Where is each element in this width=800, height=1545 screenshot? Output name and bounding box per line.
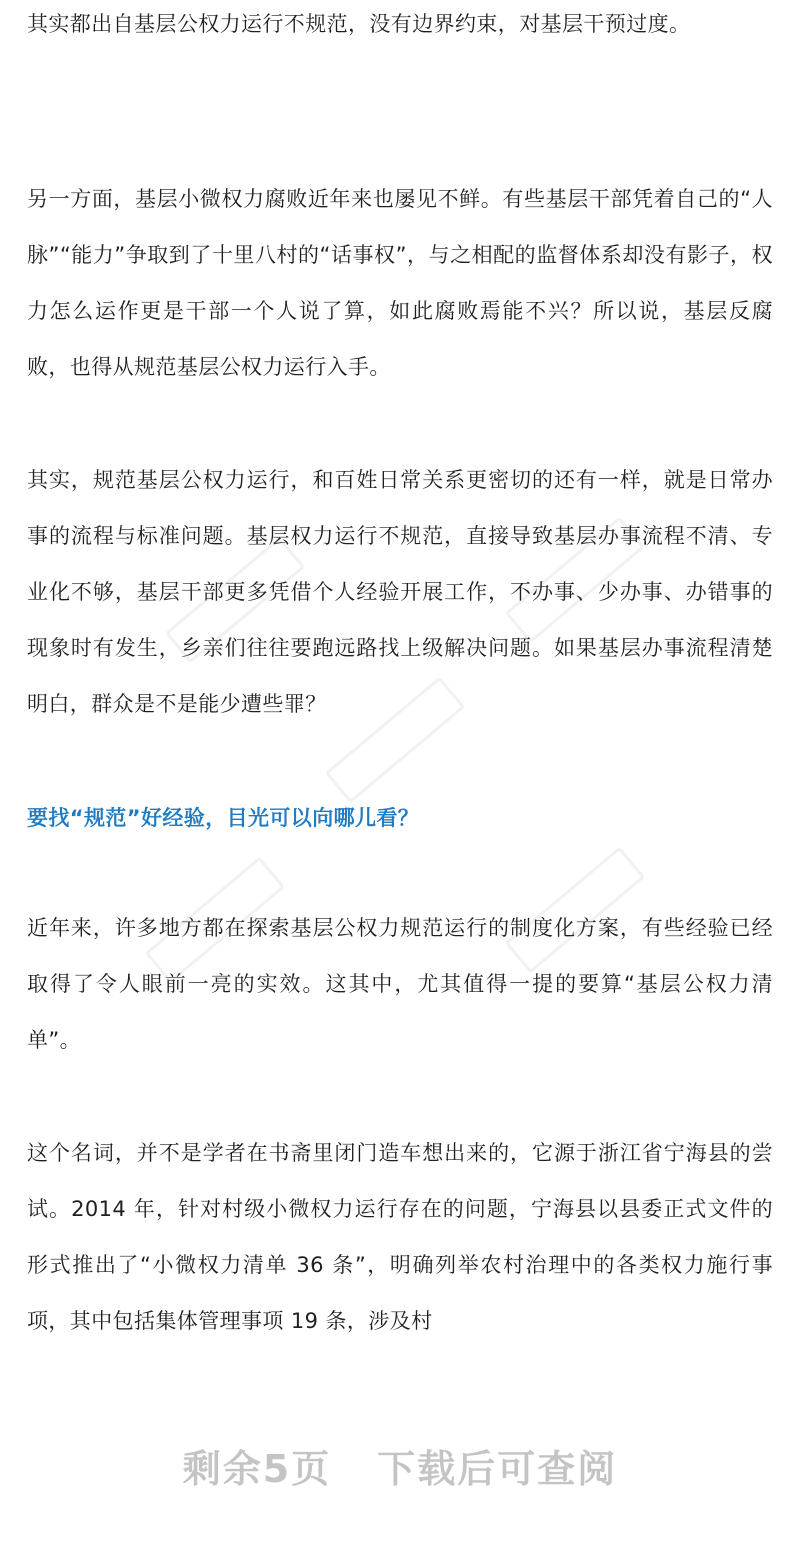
paragraph-5: 这个名词，并不是学者在书斋里闭门造车想出来的，它源于浙江省宁海县的尝试。2014 年，针对村级小微权力运行存在的问题，宁海县以县委正式文件的形式推出了“小微权力清单 36 条”，明确列举农村治理中的各类权力施行事项，其中包括集体管理事项 19 条，涉及村	[27, 1141, 773, 1333]
section-heading: 要找“规范”好经验，目光可以向哪儿看？	[27, 806, 420, 830]
paragraph-2: 另一方面，基层小微权力腐败近年来也屡见不鲜。有些基层干部凭着自己的“人脉”“能力”争取到了十里八村的“话事权”，与之相配的监督体系却没有影子，权力怎么运作更是干部一个人说了算，如此腐败焉能不兴？所以说，基层反腐败，也得从规范基层公权力运行入手。	[27, 187, 773, 379]
paragraph-3: 其实，规范基层公权力运行，和百姓日常关系更密切的还有一样，就是日常办事的流程与标准问题。基层权力运行不规范，直接导致基层办事流程不清、专业化不够，基层干部更多凭借个人经验开展工作，不办事、少办事、办错事的现象时有发生，乡亲们往往要跑远路找上级解决问题。如果基层办事流程清楚明白，群众是不是能少遭些罪？	[27, 468, 773, 716]
download-banner[interactable]	[0, 1438, 800, 1493]
download-prompt-label[interactable]: 下载后可查阅	[377, 1447, 618, 1491]
remaining-pages-label: 剩余5页	[182, 1447, 332, 1491]
paragraph-4: 近年来，许多地方都在探索基层公权力规范运行的制度化方案，有些经验已经取得了令人眼前一亮的实效。这其中，尤其值得一提的要算“基层公权力清单”。	[27, 916, 773, 1052]
paragraph-1: 其实都出自基层公权力运行不规范，没有边界约束，对基层干预过度。	[27, 12, 691, 36]
